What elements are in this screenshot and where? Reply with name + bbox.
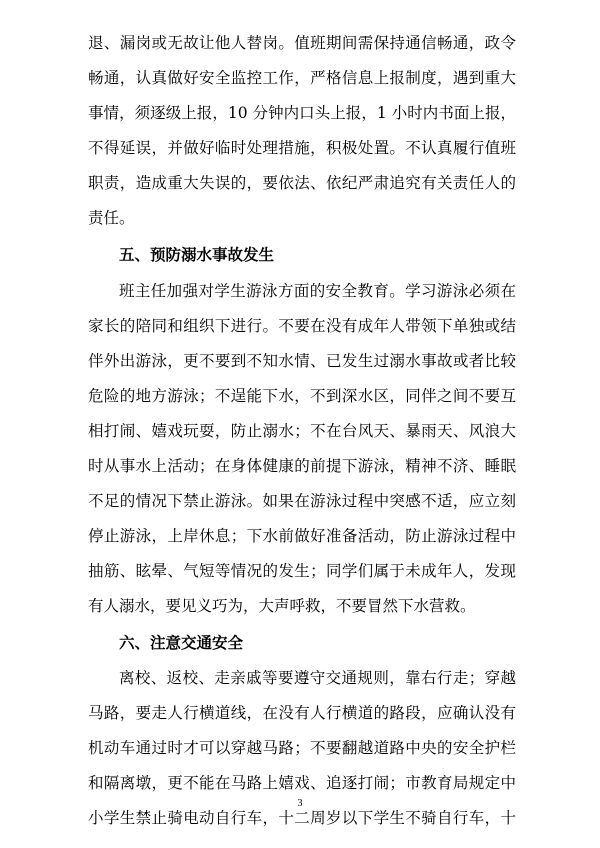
page-number: 3 <box>297 798 303 809</box>
paragraph-line: 离校、返校、走亲戚等要遵守交通规则，靠右行走；穿越 <box>119 669 516 687</box>
paragraph-line: 职责，造成重大失误的，要依法、依纪严肃追究有关责任人的 <box>88 174 516 192</box>
section-heading-drowning: 五、预防溺水事故发生 <box>119 246 275 264</box>
paragraph-line: 时从事水上活动；在身体健康的前提下游泳，精神不济、睡眠 <box>88 457 516 475</box>
paragraph-line: 抽筋、眩晕、气短等情况的发生；同学们属于未成年人，发现 <box>88 562 516 580</box>
paragraph-line: 小学生禁止骑电动自行车，十二周岁以下学生不骑自行车，十 <box>88 809 516 827</box>
paragraph-line: 畅通，认真做好安全监控工作，严格信息上报制度，遇到重大 <box>88 69 516 87</box>
paragraph-line: 事情，须逐级上报，10 分钟内口头上报，1 小时内书面上报， <box>88 104 516 122</box>
paragraph-line: 责任。 <box>88 209 135 227</box>
paragraph-line: 相打闹、嬉戏玩耍，防止溺水；不在台风天、暴雨天、风浪大 <box>88 422 516 440</box>
paragraph-line: 有人溺水，要见义巧为，大声呼救，不要冒然下水营救。 <box>88 597 476 615</box>
paragraph-line: 机动车通过时才可以穿越马路；不要翻越道路中央的安全护栏 <box>88 739 516 757</box>
paragraph-line: 和隔离墩，更不能在马路上嬉戏、追逐打闹；市教育局规定中 <box>88 774 516 792</box>
section-heading-traffic: 六、注意交通安全 <box>119 634 244 652</box>
paragraph-line: 退、漏岗或无故让他人替岗。值班期间需保持通信畅通，政令 <box>88 34 516 52</box>
paragraph-line: 停止游泳，上岸休息；下水前做好准备活动，防止游泳过程中 <box>88 527 516 545</box>
paragraph-line: 伴外出游泳，更不要到不知水情、已发生过溺水事故或者比较 <box>88 352 516 370</box>
paragraph-line: 危险的地方游泳；不逞能下水，不到深水区，同伴之间不要互 <box>88 387 516 405</box>
paragraph-line: 班主任加强对学生游泳方面的安全教育。学习游泳必须在 <box>119 282 516 300</box>
paragraph-line: 不足的情况下禁止游泳。如果在游泳过程中突感不适，应立刻 <box>88 492 516 510</box>
paragraph-line: 不得延误，并做好临时处理措施，积极处置。不认真履行值班 <box>88 139 516 157</box>
paragraph-line: 马路，要走人行横道线，在没有人行横道的路段，应确认没有 <box>88 704 516 722</box>
paragraph-line: 家长的陪同和组织下进行。不要在没有成年人带领下单独或结 <box>88 317 516 335</box>
